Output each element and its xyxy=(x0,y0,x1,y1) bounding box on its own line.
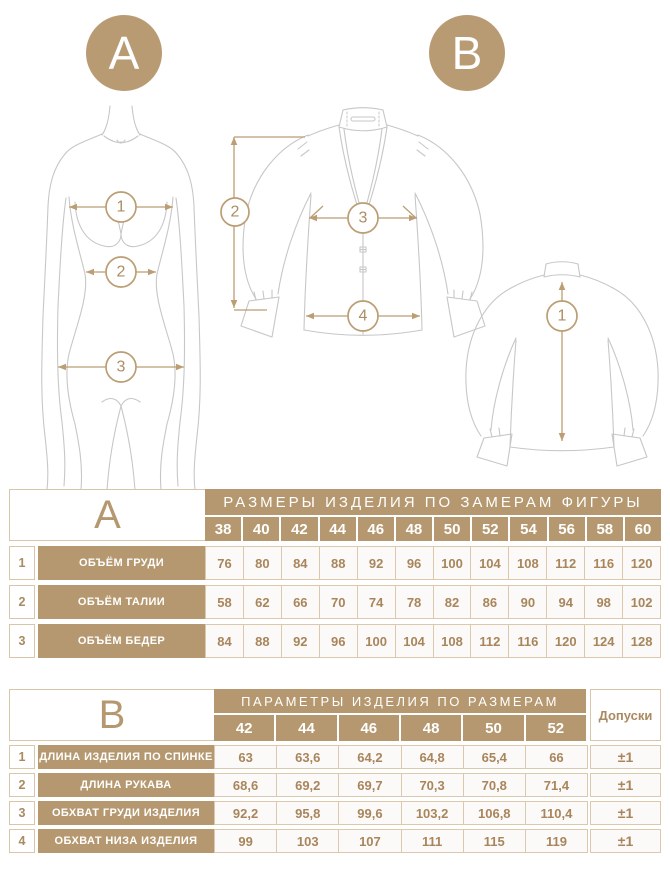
table-a xyxy=(9,489,661,658)
row-number-cell: 1 xyxy=(9,546,35,580)
size-header-cell: 42 xyxy=(279,517,317,541)
row-label-cell: ДЛИНА ИЗДЕЛИЯ ПО СПИНКЕ xyxy=(38,745,214,769)
size-header-cell: 48 xyxy=(394,517,432,541)
value-cell: 100 xyxy=(358,624,396,658)
table-b-row xyxy=(9,745,661,769)
value-cell: 95,8 xyxy=(277,801,339,825)
size-header-cell: 42 xyxy=(214,715,274,741)
value-cell: 92,2 xyxy=(214,801,277,825)
value-cell: 69,2 xyxy=(277,773,339,797)
front-measures xyxy=(221,137,420,331)
waist-point-number: 2 xyxy=(116,263,126,281)
table-b-row xyxy=(9,829,661,853)
value-cell: 64,8 xyxy=(402,745,464,769)
row-label-cell: ОБЪЁМ ГРУДИ xyxy=(38,546,205,580)
value-cell: 104 xyxy=(396,624,434,658)
value-cell: 63,6 xyxy=(277,745,339,769)
tolerance-cell: ±1 xyxy=(590,773,661,797)
value-cell: 64,2 xyxy=(339,745,401,769)
figure-measures xyxy=(58,192,184,382)
value-cell: 99,6 xyxy=(339,801,401,825)
value-cell: 88 xyxy=(320,546,358,580)
back-length-point-number: 1 xyxy=(557,307,567,325)
value-cell: 69,7 xyxy=(339,773,401,797)
table-a-title: РАЗМЕРЫ ИЗДЕЛИЯ ПО ЗАМЕРАМ ФИГУРЫ xyxy=(205,489,661,515)
size-header-cell: 38 xyxy=(205,517,241,541)
value-cell: 124 xyxy=(585,624,623,658)
value-cell: 84 xyxy=(282,546,320,580)
table-b-corner-label: В xyxy=(9,689,214,741)
value-cell: 98 xyxy=(585,585,623,619)
value-cell: 108 xyxy=(509,546,547,580)
table-b xyxy=(9,689,661,853)
table-a-body xyxy=(9,546,661,658)
value-cell: 78 xyxy=(396,585,434,619)
value-cell: 112 xyxy=(471,624,509,658)
size-header-cell: 50 xyxy=(461,715,523,741)
value-cell: 80 xyxy=(244,546,282,580)
hem-measure xyxy=(306,301,420,331)
value-cell: 92 xyxy=(358,546,396,580)
table-b-size-row xyxy=(214,715,586,741)
back-measures xyxy=(547,282,577,441)
value-cell: 90 xyxy=(509,585,547,619)
value-cell: 70,8 xyxy=(464,773,526,797)
table-b-row xyxy=(9,801,661,825)
value-cell: 86 xyxy=(471,585,509,619)
value-cell: 63 xyxy=(214,745,277,769)
bust-point-number: 1 xyxy=(116,198,126,216)
table-a-header xyxy=(9,489,661,541)
female-figure-diagram xyxy=(22,104,217,490)
size-header-cell: 56 xyxy=(547,517,585,541)
size-header-cell: 48 xyxy=(399,715,461,741)
value-cell: 96 xyxy=(320,624,358,658)
value-cell: 103 xyxy=(277,829,339,853)
value-cell: 110,4 xyxy=(526,801,588,825)
value-cell: 94 xyxy=(547,585,585,619)
value-cell: 88 xyxy=(244,624,282,658)
row-label-cell: ОБЪЁМ ТАЛИИ xyxy=(38,585,205,619)
back-length-measure xyxy=(547,282,577,441)
row-number-cell: 3 xyxy=(9,624,35,658)
table-b-row xyxy=(9,773,661,797)
section-b-badge xyxy=(429,15,505,91)
table-a-row xyxy=(9,585,661,619)
size-header-cell: 46 xyxy=(356,517,394,541)
chest-point-number: 3 xyxy=(358,209,368,227)
size-header-cell: 52 xyxy=(470,517,508,541)
value-cell: 116 xyxy=(509,624,547,658)
value-cell: 62 xyxy=(244,585,282,619)
value-cell: 76 xyxy=(205,546,244,580)
hem-point-number: 4 xyxy=(358,307,368,325)
table-b-header xyxy=(9,689,661,741)
table-b-header-mid xyxy=(214,689,586,741)
row-number-cell: 1 xyxy=(9,745,35,769)
size-header-cell: 54 xyxy=(508,517,546,541)
size-header-cell: 44 xyxy=(318,517,356,541)
value-cell: 99 xyxy=(214,829,277,853)
row-number-cell: 2 xyxy=(9,585,35,619)
size-header-cell: 44 xyxy=(274,715,336,741)
value-cell: 103,2 xyxy=(402,801,464,825)
size-header-cell: 40 xyxy=(241,517,279,541)
value-cell: 100 xyxy=(434,546,472,580)
tolerance-cell: ±1 xyxy=(590,745,661,769)
value-cell: 92 xyxy=(282,624,320,658)
row-number-cell: 2 xyxy=(9,773,35,797)
value-cell: 82 xyxy=(434,585,472,619)
table-a-header-right xyxy=(205,489,661,541)
value-cell: 66 xyxy=(282,585,320,619)
tolerance-cell: ±1 xyxy=(590,829,661,853)
value-cell: 115 xyxy=(464,829,526,853)
row-number-cell: 4 xyxy=(9,829,35,853)
value-cell: 104 xyxy=(471,546,509,580)
blouse-back-diagram xyxy=(462,258,668,468)
row-label-cell: ДЛИНА РУКАВА xyxy=(38,773,214,797)
row-number-cell: 3 xyxy=(9,801,35,825)
tolerance-column-header: Допуски xyxy=(590,689,661,741)
hips-measure xyxy=(58,352,184,382)
table-a-row xyxy=(9,546,661,580)
value-cell: 74 xyxy=(358,585,396,619)
figure-outline xyxy=(42,106,201,490)
value-cell: 70,3 xyxy=(402,773,464,797)
value-cell: 70 xyxy=(320,585,358,619)
row-label-cell: ОБХВАТ ГРУДИ ИЗДЕЛИЯ xyxy=(38,801,214,825)
row-label-cell: ОБЪЁМ БЕДЕР xyxy=(38,624,205,658)
waist-measure xyxy=(86,257,156,287)
section-b-letter: В xyxy=(451,27,483,79)
value-cell: 107 xyxy=(339,829,401,853)
value-cell: 119 xyxy=(526,829,588,853)
chest-measure xyxy=(309,203,417,233)
bust-measure xyxy=(69,192,173,222)
value-cell: 58 xyxy=(205,585,244,619)
value-cell: 84 xyxy=(205,624,244,658)
value-cell: 112 xyxy=(547,546,585,580)
size-header-cell: 50 xyxy=(432,517,470,541)
section-a-letter: А xyxy=(108,27,140,79)
table-a-size-row xyxy=(205,517,661,541)
section-a-badge xyxy=(86,15,162,91)
value-cell: 111 xyxy=(402,829,464,853)
value-cell: 102 xyxy=(623,585,661,619)
value-cell: 116 xyxy=(585,546,623,580)
value-cell: 120 xyxy=(547,624,585,658)
value-cell: 68,6 xyxy=(214,773,277,797)
table-b-title: ПАРАМЕТРЫ ИЗДЕЛИЯ ПО РАЗМЕРАМ xyxy=(214,689,586,713)
size-header-cell: 58 xyxy=(585,517,623,541)
value-cell: 96 xyxy=(396,546,434,580)
length-measure xyxy=(221,137,305,310)
value-cell: 65,4 xyxy=(464,745,526,769)
value-cell: 66 xyxy=(526,745,588,769)
table-a-row xyxy=(9,624,661,658)
value-cell: 106,8 xyxy=(464,801,526,825)
size-header-cell: 52 xyxy=(524,715,586,741)
spacer xyxy=(586,689,588,741)
hips-point-number: 3 xyxy=(116,358,126,376)
length-point-number: 2 xyxy=(230,203,240,221)
value-cell: 108 xyxy=(434,624,472,658)
tolerance-cell: ±1 xyxy=(590,801,661,825)
table-b-body xyxy=(9,745,661,853)
size-header-cell: 60 xyxy=(623,517,661,541)
value-cell: 128 xyxy=(623,624,661,658)
table-a-corner-label: А xyxy=(9,489,205,541)
value-cell: 120 xyxy=(623,546,661,580)
value-cell: 71,4 xyxy=(526,773,588,797)
size-header-cell: 46 xyxy=(337,715,399,741)
row-label-cell: ОБХВАТ НИЗА ИЗДЕЛИЯ xyxy=(38,829,214,853)
